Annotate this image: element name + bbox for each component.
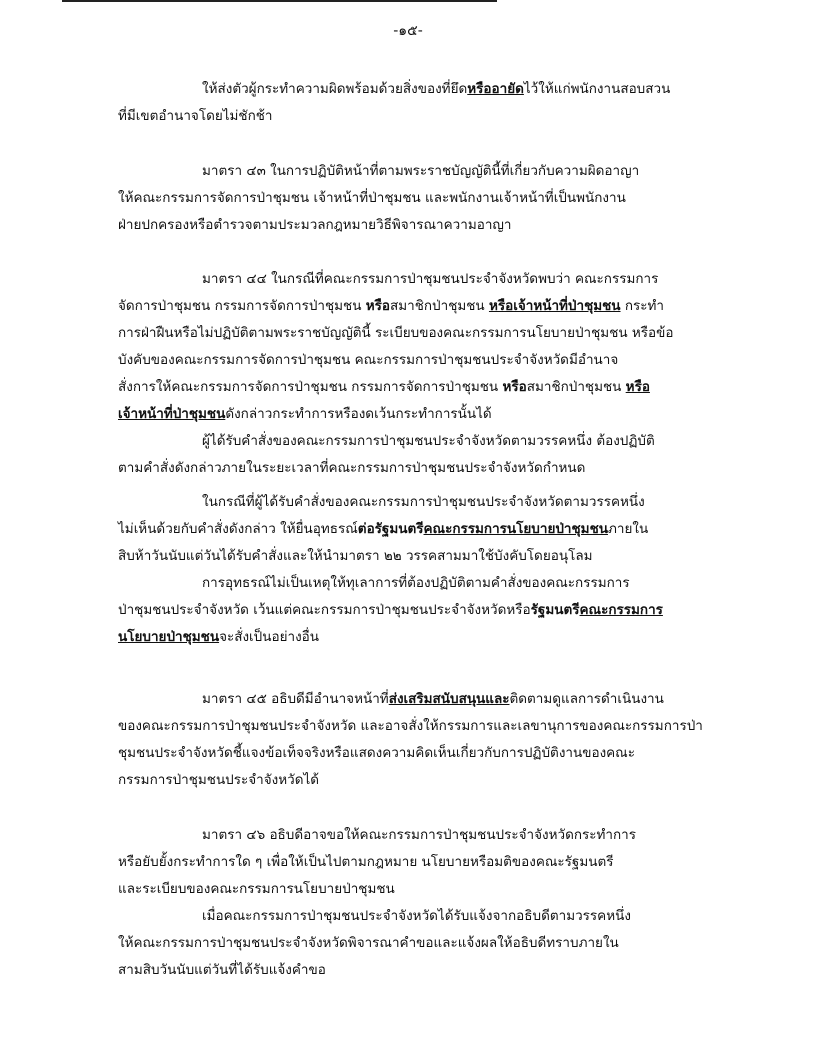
text-segment: จัดการป่าชุมชน กรรมการจัดการป่าชุมชน <box>118 298 366 314</box>
text-line <box>202 432 655 450</box>
text-segment: สมาชิกป่าชุมชน <box>390 298 489 314</box>
text-line <box>202 493 645 511</box>
text-segment: สมาชิกป่าชุมชน <box>526 379 626 395</box>
text-segment: กระทำ <box>620 298 664 314</box>
text-segment: หรือ <box>625 379 650 395</box>
text-segment: มาตรา ๔๖ อธิบดีอาจขอให้คณะกรรมการป่าชุมชนประจำจังหวัดกระทำการ <box>202 827 637 843</box>
text-segment: เมื่อคณะกรรมการป่าชุมชนประจำจังหวัดได้รับแจ้งจากอธิบดีตามวรรคหนึ่ง <box>202 908 631 924</box>
text-line <box>202 907 631 925</box>
text-segment: การฝ่าฝืนหรือไม่ปฏิบัติตามพระราชบัญญัตินี้ ระเบียบของคณะกรรมการนโยบายป่าชุมชน หรือข้อ <box>118 325 674 341</box>
text-line <box>118 961 326 979</box>
text-line <box>118 520 648 538</box>
page-number: -๑๕- <box>393 23 423 39</box>
text-line <box>118 378 650 396</box>
text-line <box>118 628 319 646</box>
text-line <box>118 459 585 477</box>
text-segment: หรือยับยั้งกระทำการใด ๆ เพื่อให้เป็นไปตามกฎหมาย นโยบายหรือมติของคณะรัฐมนตรี <box>118 854 614 870</box>
text-segment: ต่อรัฐมนตรี <box>357 521 424 537</box>
text-line <box>202 80 670 98</box>
text-segment: เจ้าหน้าที่ป่าชุมชน <box>118 406 226 422</box>
text-line <box>118 324 673 342</box>
text-line <box>118 351 618 369</box>
text-line <box>118 880 395 898</box>
text-segment: สิบห้าวันนับแต่วันได้รับคำสั่งและให้นำมาตรา ๒๒ วรรคสามมาใช้บังคับโดยอนุโลม <box>118 548 593 564</box>
top-rule <box>62 0 497 2</box>
text-segment: ไม่เห็นด้วยกับคำสั่งดังกล่าว ให้ยื่นอุทธรณ์ <box>118 521 358 537</box>
text-segment: ตามคำสั่งดังกล่าวภายในระยะเวลาที่คณะกรรมการป่าชุมชนประจำจังหวัดกำหนด <box>118 460 586 476</box>
text-segment: ที่มีเขตอำนาจโดยไม่ชักช้า <box>118 108 273 124</box>
text-segment: ชุมชนประจำจังหวัดชี้แจงข้อเท็จจริงหรือแสดงความคิดเห็นเกี่ยวกับการปฏิบัติงานของคณะ <box>118 745 635 761</box>
text-line <box>118 717 703 735</box>
text-segment: คณะกรรมการ <box>579 602 663 618</box>
text-line <box>118 189 626 207</box>
text-segment: มาตรา ๔๓ ในการปฏิบัติหน้าที่ตามพระราชบัญญัตินี้ที่เกี่ยวกับความผิดอาญา <box>202 163 640 179</box>
text-segment: ในกรณีที่ผู้ได้รับคำสั่งของคณะกรรมการป่าชุมชนประจำจังหวัดตามวรรคหนึ่ง <box>202 494 645 510</box>
text-segment: ให้คณะกรรมการป่าชุมชนประจำจังหวัดพิจารณาคำขอและแจ้งผลให้อธิบดีทราบภายใน <box>118 935 619 951</box>
text-segment: ภายใน <box>607 521 649 537</box>
text-segment: ให้คณะกรรมการจัดการป่าชุมชน เจ้าหน้าที่ป่าชุมชน และพนักงานเจ้าหน้าที่เป็นพนักงาน <box>118 190 626 206</box>
text-segment: ดังกล่าวกระทำการหรืองดเว้นกระทำการนั้นได้ <box>225 406 492 422</box>
text-segment: จะสั่งเป็นอย่างอื่น <box>219 629 319 645</box>
text-segment: สั่งการให้คณะกรรมการจัดการป่าชุมชน กรรมการจัดการป่าชุมชน <box>118 379 503 395</box>
text-line <box>202 162 639 180</box>
text-line <box>118 771 319 789</box>
text-segment: ให้ส่งตัวผู้กระทำความผิดพร้อมด้วยสิ่งของที่ยึด <box>202 81 468 97</box>
text-segment: รัฐมนตรี <box>530 602 580 618</box>
text-segment: มาตรา ๔๕ อธิบดีมีอำนาจหน้าที่ <box>202 691 389 707</box>
text-segment: ติดตามดูแลการดำเนินงาน <box>509 691 664 707</box>
text-segment: และระเบียบของคณะกรรมการนโยบายป่าชุมชน <box>118 881 395 897</box>
text-line <box>118 107 273 125</box>
text-segment: ส่งเสริมสนับสนุนและ <box>388 691 510 707</box>
text-segment: มาตรา ๔๔ ในกรณีที่คณะกรรมการป่าชุมชนประจำจังหวัดพบว่า คณะกรรมการ <box>202 271 659 287</box>
text-line <box>202 690 664 708</box>
text-line <box>118 601 663 619</box>
text-segment: ป่าชุมชนประจำจังหวัด เว้นแต่คณะกรรมการป่าชุมชนประจำจังหวัดหรือ <box>118 602 531 618</box>
text-line <box>202 574 630 592</box>
text-segment: บังคับของคณะกรรมการจัดการป่าชุมชน คณะกรรมการป่าชุมชนประจำจังหวัดมีอำนาจ <box>118 352 619 368</box>
text-segment: กรรมการป่าชุมชนประจำจังหวัดได้ <box>118 772 320 788</box>
text-segment: ไว้ให้แก่พนักงานสอบสวน <box>523 81 671 97</box>
text-segment: การอุทธรณ์ไม่เป็นเหตุให้ทุเลาการที่ต้องปฏิบัติตามคำสั่งของคณะกรรมการ <box>202 575 630 591</box>
text-line <box>118 853 614 871</box>
text-line <box>118 405 492 423</box>
text-segment: หรือ <box>502 379 527 395</box>
text-segment: หรือเจ้าหน้าที่ป่าชุมชน <box>488 298 621 314</box>
text-line <box>118 744 635 762</box>
text-segment: คณะกรรมการนโยบายป่าชุมชน <box>423 521 608 537</box>
text-segment: ฝ่ายปกครองหรือตำรวจตามประมวลกฎหมายวิธีพิจารณาความอาญา <box>118 217 512 233</box>
text-segment: ของคณะกรรมการป่าชุมชนประจำจังหวัด และอาจสั่งให้กรรมการและเลขานุการของคณะกรรมการป่า <box>118 718 703 734</box>
text-line <box>202 270 658 288</box>
text-line <box>202 826 636 844</box>
text-line <box>118 547 593 565</box>
text-line <box>118 297 664 315</box>
text-line <box>118 216 512 234</box>
text-segment: ผู้ได้รับคำสั่งของคณะกรรมการป่าชุมชนประจำจังหวัดตามวรรคหนึ่ง ต้องปฏิบัติ <box>202 433 655 449</box>
text-segment: หรือ <box>365 298 390 314</box>
text-segment: สามสิบวันนับแต่วันที่ได้รับแจ้งคำขอ <box>118 962 326 978</box>
text-line <box>118 934 619 952</box>
text-segment: หรืออายัด <box>467 81 524 97</box>
text-segment: นโยบายป่าชุมชน <box>118 629 220 645</box>
